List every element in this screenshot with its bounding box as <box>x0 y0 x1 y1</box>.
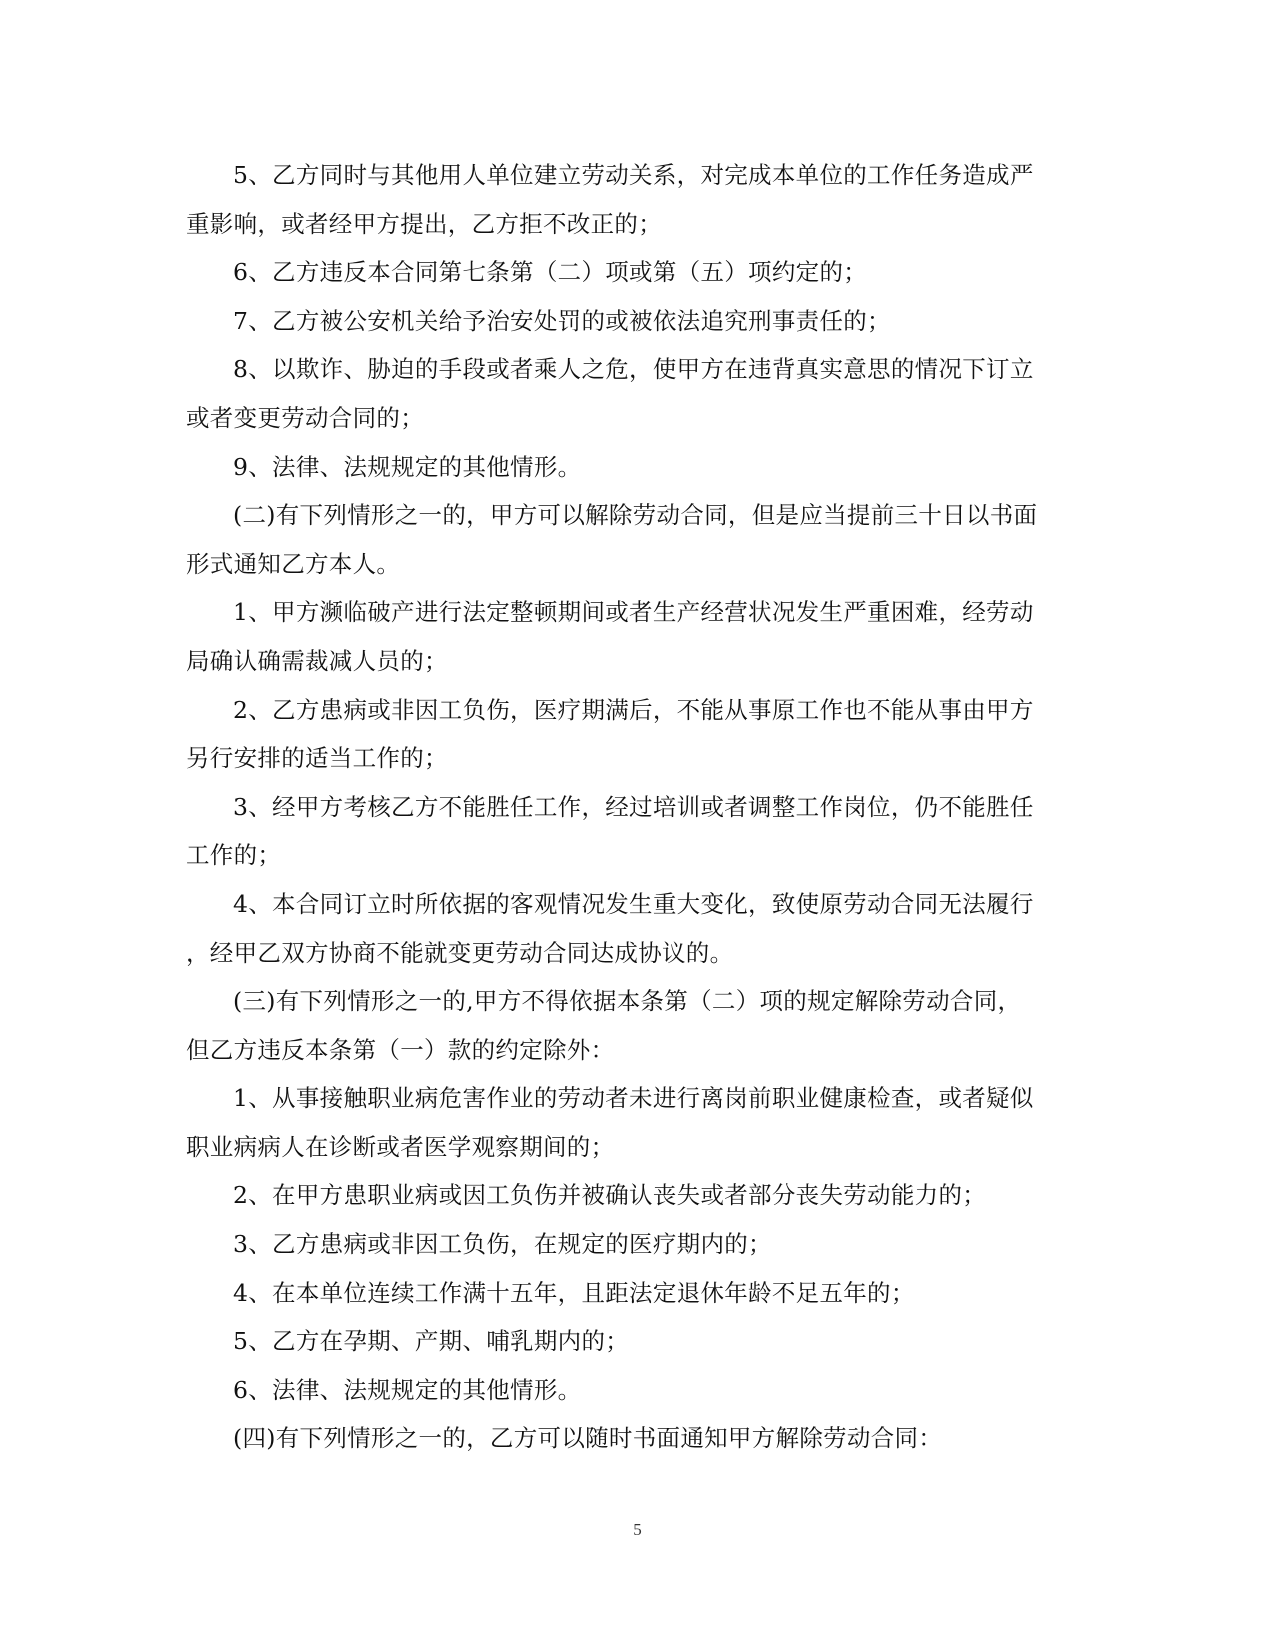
text-line: 6、乙方违反本合同第七条第（二）项或第（五）项约定的； <box>233 258 868 287</box>
text-line: 重影响，或者经甲方提出，乙方拒不改正的； <box>186 209 662 238</box>
text-line: 1、从事接触职业病危害作业的劳动者未进行离岗前职业健康检查，或者疑似 <box>233 1084 1034 1113</box>
text-line: 6、法律、法规规定的其他情形。 <box>233 1375 582 1404</box>
text-line: 2、乙方患病或非因工负伤，医疗期满后，不能从事原工作也不能从事由甲方 <box>233 695 1034 724</box>
text-line: 4、本合同订立时所依据的客观情况发生重大变化，致使原劳动合同无法履行 <box>233 889 1034 918</box>
text-line: 8、以欺诈、胁迫的手段或者乘人之危，使甲方在违背真实意思的情况下订立 <box>233 355 1034 384</box>
text-line: ，经甲乙双方协商不能就变更劳动合同达成协议的。 <box>186 938 734 967</box>
text-line: 7、乙方被公安机关给予治安处罚的或被依法追究刑事责任的； <box>233 306 891 335</box>
text-line: 职业病病人在诊断或者医学观察期间的； <box>186 1132 615 1161</box>
text-line: 但乙方违反本条第（一）款的约定除外： <box>186 1035 615 1064</box>
text-line: 9、法律、法规规定的其他情形。 <box>233 452 582 481</box>
text-line: 工作的； <box>186 841 282 870</box>
text-line: 形式通知乙方本人。 <box>186 549 401 578</box>
text-line: 5、乙方在孕期、产期、哺乳期内的； <box>233 1327 630 1356</box>
section-heading-line: (三)有下列情形之一的,甲方不得依据本条第（二）项的规定解除劳动合同， <box>233 987 1022 1016</box>
text-line: 5、乙方同时与其他用人单位建立劳动关系，对完成本单位的工作任务造成严 <box>233 161 1034 189</box>
section-heading-line: (四)有下列情形之一的，乙方可以随时书面通知甲方解除劳动合同： <box>233 1424 943 1453</box>
text-line: 3、乙方患病或非因工负伤，在规定的医疗期内的； <box>233 1230 772 1259</box>
section-heading-line: (二)有下列情形之一的，甲方可以解除劳动合同，但是应当提前三十日以书面 <box>233 501 1038 530</box>
text-line: 1、甲方濒临破产进行法定整顿期间或者生产经营状况发生严重困难，经劳动 <box>233 598 1034 627</box>
text-line: 另行安排的适当工作的； <box>186 744 448 773</box>
text-line: 或者变更劳动合同的； <box>186 403 424 432</box>
text-line: 4、在本单位连续工作满十五年，且距法定退休年龄不足五年的； <box>233 1278 915 1307</box>
page-number: 5 <box>633 1520 642 1539</box>
text-line: 2、在甲方患职业病或因工负伤并被确认丧失或者部分丧失劳动能力的； <box>233 1181 987 1210</box>
text-line: 3、经甲方考核乙方不能胜任工作，经过培训或者调整工作岗位，仍不能胜任 <box>233 792 1034 821</box>
text-line: 局确认确需裁减人员的； <box>186 646 448 675</box>
contract-body-text <box>186 151 1088 1463</box>
